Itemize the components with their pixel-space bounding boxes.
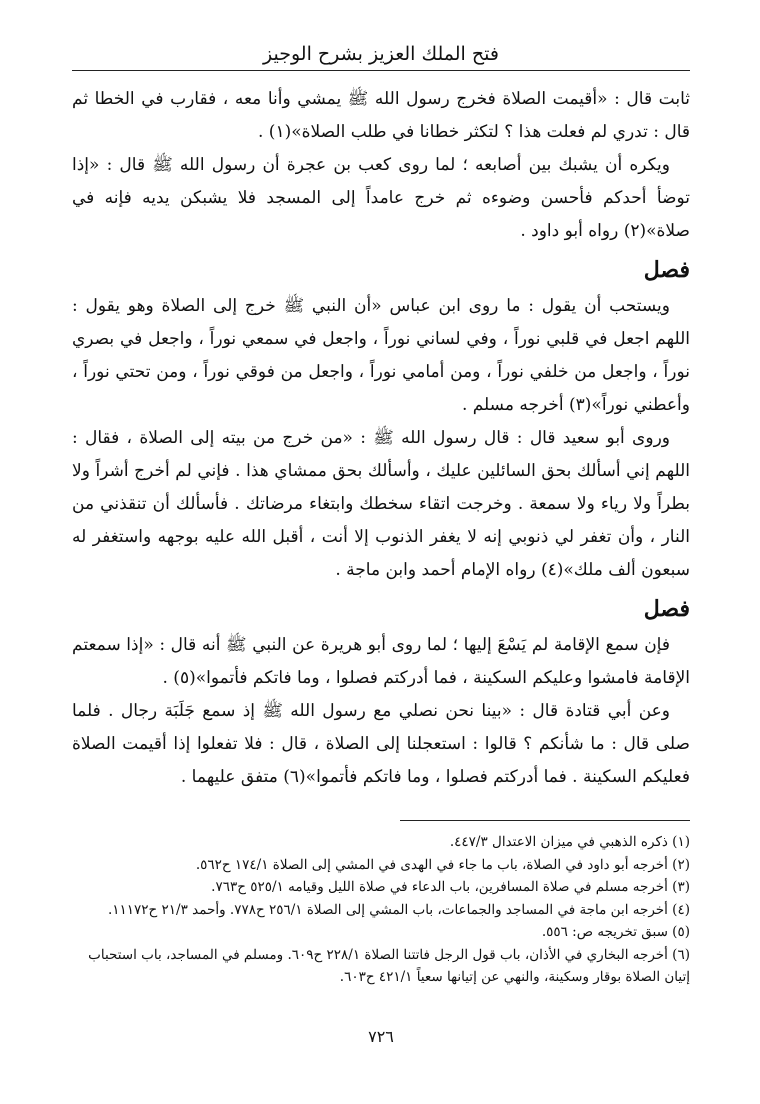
book-page [72,40,690,1080]
paragraph: ويكره أن يشبك بين أصابعه ؛ لما روى كعب بن عجرة أن رسول الله ﷺ قال : «إذا توضأ أحدكم فأحسن وضوءه ثم خرج عامداً إلى المسجد فلا يشبكن يديه فإنه في صلاة»(٢) رواه أبو داود . [72,155,690,241]
footnote: (٤) أخرجه ابن ماجة في المساجد والجماعات، باب المشي إلى الصلاة ٢٥٦/١ ح٧٧٨. وأحمد ٢١/٣ ح١١١٧٢. [107,901,690,918]
section-heading: فصل [643,596,690,622]
paragraph: فإن سمع الإقامة لم يَسْعَ إليها ؛ لما روى أبو هريرة عن النبي ﷺ أنه قال : «إذا سمعتم الإقامة فامشوا وعليكم السكينة ، فما أدركتم فصلوا ، وما فاتكم فأتموا»(٥) . [72,635,690,688]
paragraph: وروى أبو سعيد قال : قال رسول الله ﷺ : «من خرج من بيته إلى الصلاة ، فقال : اللهم إني أسألك بحق السائلين عليك ، وأسألك بحق ممشاي هذا . فإني لم أخرج أشراً ولا بطراً ولا رياء ولا سمعة . وخرجت اتقاء سخطك وابتغاء مرضاتك . فأسألك أن تنقذني من النار ، وأن تغفر لي ذنوبي إنه لا يغفر الذنوب إلا أنت ، أقبل الله عليه بوجهه واستغفر له سبعون ألف ملك»(٤) رواه الإمام أحمد وابن ماجة . [72,428,690,580]
running-header: فتح الملك العزيز بشرح الوجيز [72,40,690,71]
footnote: (١) ذكره الذهبي في ميزان الاعتدال ٤٤٧/٣. [449,834,690,850]
paragraph: ثابت قال : «أقيمت الصلاة فخرج رسول الله ﷺ يمشي وأنا معه ، فقارب في الخطا ثم قال : تدري لم فعلت هذا ؟ لتكثر خطانا في طلب الصلاة»(١) . [72,89,690,142]
footnotes [72,831,690,989]
footnote: (٣) أخرجه مسلم في صلاة المسافرين، باب الدعاء في صلاة الليل وقيامه ٥٢٥/١ ح٧٦٣. [211,879,690,895]
footnote-separator [400,820,690,821]
page-number: ٧٢٦ [368,1027,394,1046]
footnote: (٢) أخرجه أبو داود في الصلاة، باب ما جاء في الهدى في المشي إلى الصلاة ١٧٤/١ ح٥٦٢. [195,856,690,873]
main-text [72,83,690,794]
section-heading: فصل [643,257,690,283]
paragraph: ويستحب أن يقول : ما روى ابن عباس «أن النبي ﷺ خرج إلى الصلاة وهو يقول : اللهم اجعل في قلبي نوراً ، وفي لساني نوراً ، واجعل في سمعي نوراً ، واجعل في بصري نوراً ، واجعل من خلفي نوراً ، ومن أمامي نوراً ، واجعل من فوقي نوراً ، ومن تحتي نوراً ، وأعطني نوراً»(٣) أخرجه مسلم . [72,296,690,415]
footnote: (٦) أخرجه البخاري في الأذان، باب قول الرجل فاتتنا الصلاة ٢٢٨/١ ح٦٠٩. ومسلم في المساجد، باب استحباب إتيان الصلاة بوقار وسكينة، والنهي عن إتيانها سعياً ٤٢١/١ ح٦٠٣. [88,946,690,985]
paragraph: وعن أبي قتادة قال : «بينا نحن نصلي مع رسول الله ﷺ إذ سمع جَلَبَة رجال . فلما صلى قال : ما شأنكم ؟ قالوا : استعجلنا إلى الصلاة ، قال : فلا تفعلوا إذا أقيمت الصلاة فعليكم السكينة . فما أدركتم فصلوا ، وما فاتكم فأتموا»(٦) متفق عليهما . [72,701,690,787]
footnote: (٥) سبق تخريجه ص: ٥٥٦. [541,924,690,940]
